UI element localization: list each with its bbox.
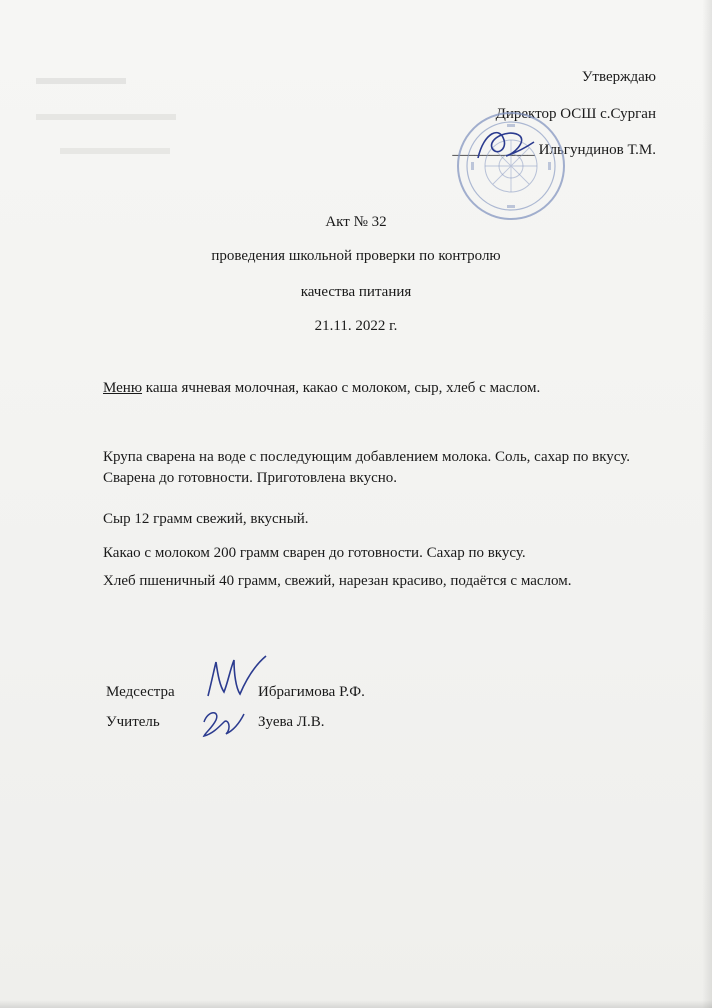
paragraph-cheese: Сыр 12 грамм свежий, вкусный.: [103, 511, 309, 527]
director-signature-icon: [470, 122, 540, 166]
signature-blank: ___________: [452, 142, 535, 158]
page-bottom-shadow: [0, 1000, 712, 1008]
act-number: Акт № 32: [325, 214, 387, 230]
teacher-name: Зуева Л.В.: [258, 714, 325, 730]
menu-line: [103, 378, 663, 399]
menu-text: каша ячневая молочная, какао с молоком, сыр, хлеб с маслом.: [142, 380, 541, 396]
act-date: 21.11. 2022 г.: [314, 318, 398, 334]
paragraph-bread: Хлеб пшеничный 40 грамм, свежий, нарезан красиво, подаётся с маслом.: [103, 573, 572, 589]
act-title-line1: проведения школьной проверки по контролю: [211, 248, 501, 264]
director-position: Директор ОСШ с.Сурган: [495, 106, 656, 122]
bleed-through-mark: [60, 148, 170, 154]
director-name: Ильгундинов Т.М.: [538, 142, 656, 158]
bleed-through-mark: [36, 114, 176, 120]
nurse-name: Ибрагимова Р.Ф.: [258, 684, 365, 700]
menu-label: Меню: [103, 380, 143, 396]
approve-label: Утверждаю: [581, 69, 656, 85]
teacher-role: Учитель: [106, 714, 160, 730]
paragraph-cocoa: Какао с молоком 200 грамм сварен до готовности. Сахар по вкусу.: [103, 545, 526, 561]
nurse-role: Медсестра: [106, 684, 175, 700]
page-edge-shadow: [702, 0, 712, 1008]
teacher-signature-icon: [198, 704, 248, 742]
bleed-through-mark: [36, 78, 126, 84]
paragraph-porridge: Крупа сварена на воде с последующим добавлением молока. Соль, сахар по вкусу. Сварена до готовности. Приготовлена вкусно.: [103, 449, 631, 486]
act-title-line2: качества питания: [300, 284, 412, 300]
